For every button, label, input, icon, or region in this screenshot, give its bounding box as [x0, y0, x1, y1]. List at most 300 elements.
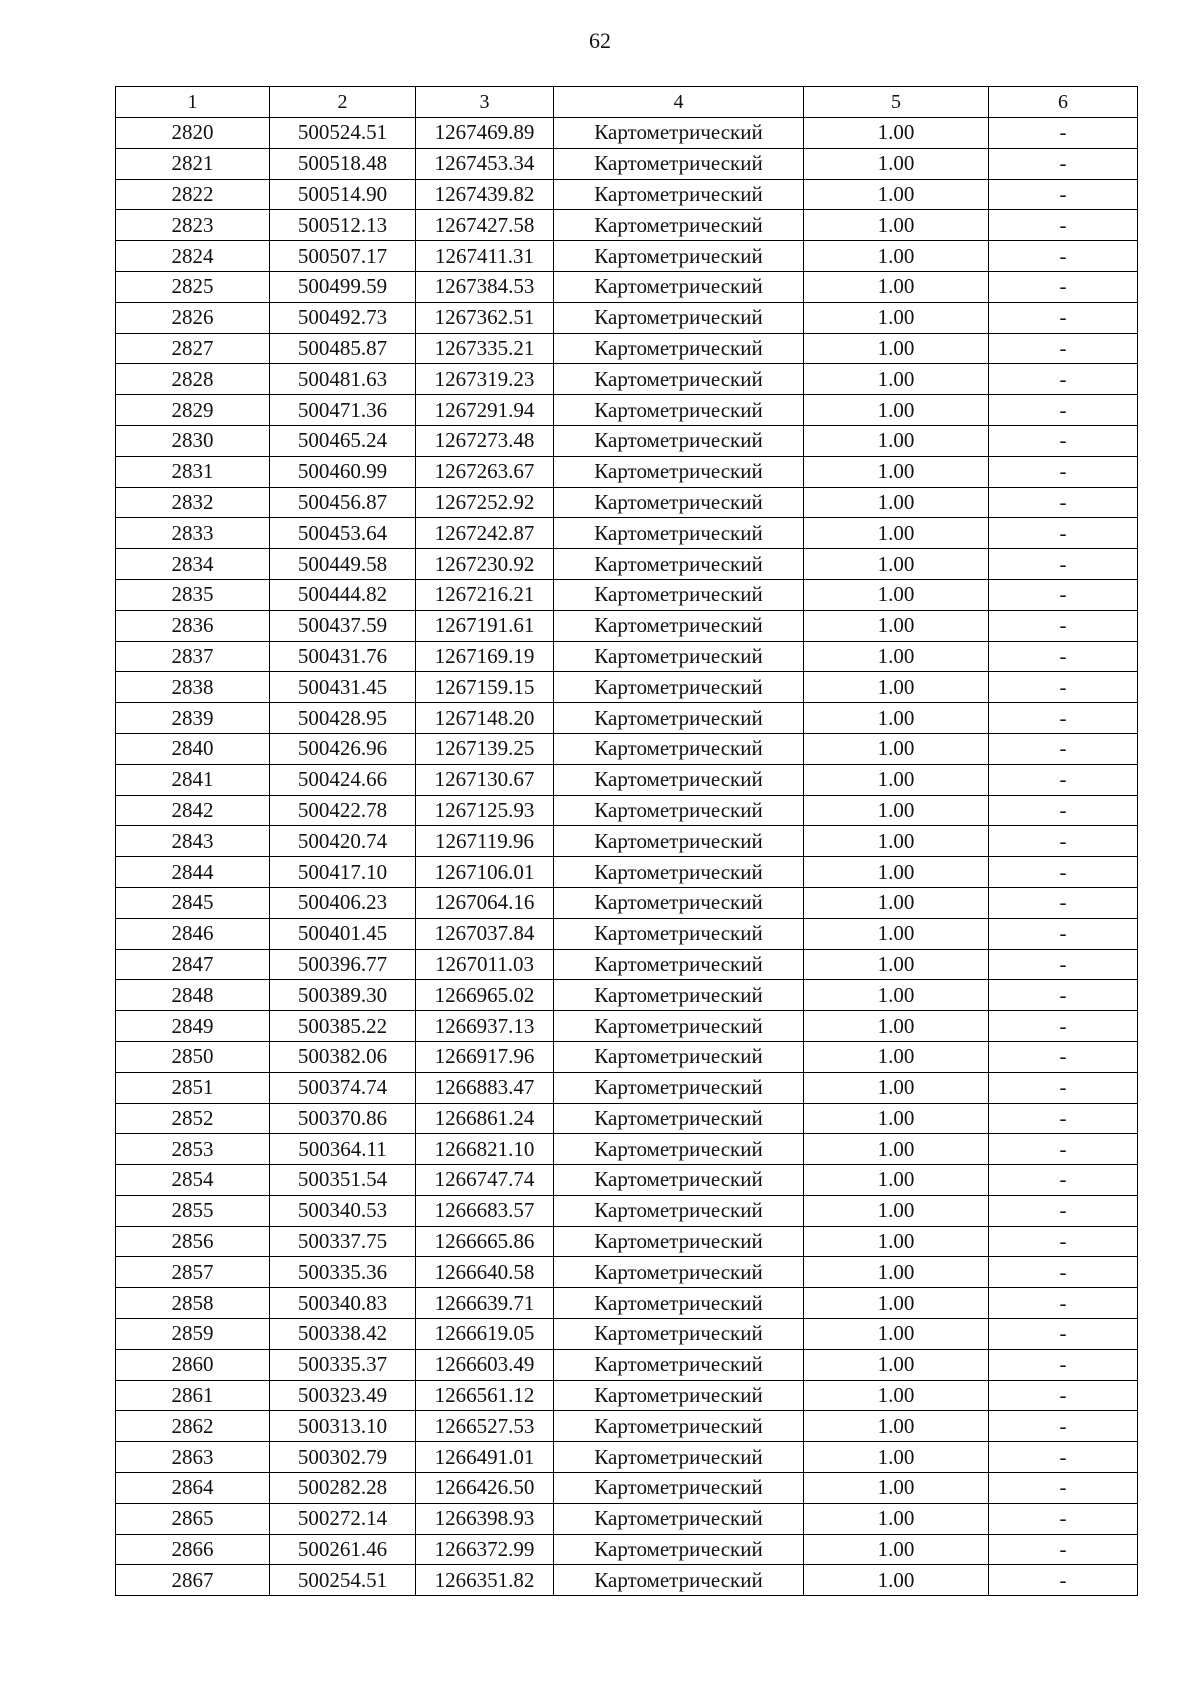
cell-method: Картометрический — [554, 1380, 804, 1411]
cell-method: Картометрический — [554, 764, 804, 795]
cell-method: Картометрический — [554, 826, 804, 857]
cell-point-number: 2840 — [116, 733, 270, 764]
cell-y-coordinate: 1267148.20 — [416, 703, 554, 734]
table-row — [116, 118, 1138, 149]
table-row — [116, 857, 1138, 888]
table-row — [116, 1226, 1138, 1257]
cell-x-coordinate: 500499.59 — [270, 271, 416, 302]
cell-note: - — [989, 672, 1138, 703]
cell-y-coordinate: 1267119.96 — [416, 826, 554, 857]
cell-method: Картометрический — [554, 518, 804, 549]
cell-point-number: 2854 — [116, 1165, 270, 1196]
cell-x-coordinate: 500426.96 — [270, 733, 416, 764]
table-row — [116, 1011, 1138, 1042]
cell-x-coordinate: 500406.23 — [270, 887, 416, 918]
cell-y-coordinate: 1267191.61 — [416, 610, 554, 641]
cell-note: - — [989, 1257, 1138, 1288]
table-row — [116, 518, 1138, 549]
cell-x-coordinate: 500272.14 — [270, 1503, 416, 1534]
cell-x-coordinate: 500456.87 — [270, 487, 416, 518]
cell-accuracy: 1.00 — [804, 1288, 989, 1319]
cell-method: Картометрический — [554, 1041, 804, 1072]
cell-y-coordinate: 1266937.13 — [416, 1011, 554, 1042]
cell-accuracy: 1.00 — [804, 1349, 989, 1380]
table-row — [116, 487, 1138, 518]
cell-note: - — [989, 918, 1138, 949]
cell-x-coordinate: 500471.36 — [270, 395, 416, 426]
cell-accuracy: 1.00 — [804, 1565, 989, 1596]
cell-accuracy: 1.00 — [804, 1380, 989, 1411]
cell-method: Картометрический — [554, 1134, 804, 1165]
cell-x-coordinate: 500382.06 — [270, 1041, 416, 1072]
cell-y-coordinate: 1266398.93 — [416, 1503, 554, 1534]
table-row — [116, 579, 1138, 610]
cell-note: - — [989, 241, 1138, 272]
cell-accuracy: 1.00 — [804, 1411, 989, 1442]
cell-accuracy: 1.00 — [804, 887, 989, 918]
cell-point-number: 2845 — [116, 887, 270, 918]
table-row — [116, 364, 1138, 395]
cell-accuracy: 1.00 — [804, 1503, 989, 1534]
cell-method: Картометрический — [554, 641, 804, 672]
cell-note: - — [989, 118, 1138, 149]
cell-x-coordinate: 500492.73 — [270, 302, 416, 333]
cell-point-number: 2831 — [116, 456, 270, 487]
table-header-row — [116, 87, 1138, 118]
cell-accuracy: 1.00 — [804, 333, 989, 364]
cell-point-number: 2834 — [116, 549, 270, 580]
cell-accuracy: 1.00 — [804, 1011, 989, 1042]
table-row — [116, 826, 1138, 857]
cell-method: Картометрический — [554, 857, 804, 888]
cell-method: Картометрический — [554, 1011, 804, 1042]
cell-note: - — [989, 271, 1138, 302]
table-row — [116, 980, 1138, 1011]
cell-y-coordinate: 1266883.47 — [416, 1072, 554, 1103]
cell-note: - — [989, 579, 1138, 610]
table-row — [116, 425, 1138, 456]
cell-y-coordinate: 1267106.01 — [416, 857, 554, 888]
column-header-5: 5 — [804, 87, 989, 118]
cell-y-coordinate: 1266640.58 — [416, 1257, 554, 1288]
table-row — [116, 179, 1138, 210]
cell-point-number: 2822 — [116, 179, 270, 210]
cell-x-coordinate: 500335.36 — [270, 1257, 416, 1288]
cell-accuracy: 1.00 — [804, 271, 989, 302]
cell-point-number: 2838 — [116, 672, 270, 703]
table-row — [116, 1257, 1138, 1288]
cell-point-number: 2858 — [116, 1288, 270, 1319]
cell-x-coordinate: 500351.54 — [270, 1165, 416, 1196]
cell-y-coordinate: 1267439.82 — [416, 179, 554, 210]
cell-note: - — [989, 425, 1138, 456]
cell-x-coordinate: 500437.59 — [270, 610, 416, 641]
cell-accuracy: 1.00 — [804, 518, 989, 549]
table-row — [116, 641, 1138, 672]
cell-accuracy: 1.00 — [804, 302, 989, 333]
table-row — [116, 1380, 1138, 1411]
cell-x-coordinate: 500431.76 — [270, 641, 416, 672]
cell-method: Картометрический — [554, 703, 804, 734]
cell-note: - — [989, 887, 1138, 918]
cell-accuracy: 1.00 — [804, 210, 989, 241]
cell-point-number: 2821 — [116, 148, 270, 179]
cell-point-number: 2829 — [116, 395, 270, 426]
cell-method: Картометрический — [554, 1257, 804, 1288]
table-row — [116, 1442, 1138, 1473]
cell-note: - — [989, 1288, 1138, 1319]
cell-note: - — [989, 1226, 1138, 1257]
cell-y-coordinate: 1266603.49 — [416, 1349, 554, 1380]
cell-note: - — [989, 733, 1138, 764]
cell-method: Картометрический — [554, 333, 804, 364]
cell-point-number: 2857 — [116, 1257, 270, 1288]
cell-accuracy: 1.00 — [804, 1473, 989, 1504]
table-row — [116, 795, 1138, 826]
cell-y-coordinate: 1267362.51 — [416, 302, 554, 333]
cell-point-number: 2865 — [116, 1503, 270, 1534]
cell-y-coordinate: 1267064.16 — [416, 887, 554, 918]
cell-note: - — [989, 302, 1138, 333]
cell-accuracy: 1.00 — [804, 395, 989, 426]
table-row — [116, 333, 1138, 364]
cell-accuracy: 1.00 — [804, 1319, 989, 1350]
cell-x-coordinate: 500337.75 — [270, 1226, 416, 1257]
table-row — [116, 703, 1138, 734]
cell-note: - — [989, 395, 1138, 426]
cell-accuracy: 1.00 — [804, 364, 989, 395]
cell-x-coordinate: 500431.45 — [270, 672, 416, 703]
cell-y-coordinate: 1267263.67 — [416, 456, 554, 487]
cell-y-coordinate: 1267291.94 — [416, 395, 554, 426]
cell-method: Картометрический — [554, 1288, 804, 1319]
cell-method: Картометрический — [554, 302, 804, 333]
table-row — [116, 210, 1138, 241]
cell-point-number: 2863 — [116, 1442, 270, 1473]
cell-x-coordinate: 500507.17 — [270, 241, 416, 272]
cell-note: - — [989, 1503, 1138, 1534]
cell-y-coordinate: 1266619.05 — [416, 1319, 554, 1350]
cell-method: Картометрический — [554, 425, 804, 456]
cell-x-coordinate: 500514.90 — [270, 179, 416, 210]
cell-y-coordinate: 1267252.92 — [416, 487, 554, 518]
cell-note: - — [989, 980, 1138, 1011]
table-row — [116, 610, 1138, 641]
cell-y-coordinate: 1266351.82 — [416, 1565, 554, 1596]
cell-accuracy: 1.00 — [804, 179, 989, 210]
cell-x-coordinate: 500313.10 — [270, 1411, 416, 1442]
cell-note: - — [989, 518, 1138, 549]
cell-y-coordinate: 1267384.53 — [416, 271, 554, 302]
cell-method: Картометрический — [554, 1473, 804, 1504]
table-row — [116, 1534, 1138, 1565]
cell-note: - — [989, 1380, 1138, 1411]
table-row — [116, 918, 1138, 949]
cell-method: Картометрический — [554, 918, 804, 949]
cell-method: Картометрический — [554, 1503, 804, 1534]
cell-method: Картометрический — [554, 1349, 804, 1380]
cell-y-coordinate: 1266372.99 — [416, 1534, 554, 1565]
table-row — [116, 1473, 1138, 1504]
cell-x-coordinate: 500428.95 — [270, 703, 416, 734]
cell-point-number: 2847 — [116, 949, 270, 980]
cell-method: Картометрический — [554, 733, 804, 764]
cell-x-coordinate: 500449.58 — [270, 549, 416, 580]
cell-x-coordinate: 500524.51 — [270, 118, 416, 149]
cell-point-number: 2836 — [116, 610, 270, 641]
cell-accuracy: 1.00 — [804, 764, 989, 795]
cell-point-number: 2824 — [116, 241, 270, 272]
cell-accuracy: 1.00 — [804, 918, 989, 949]
cell-point-number: 2850 — [116, 1041, 270, 1072]
cell-note: - — [989, 179, 1138, 210]
cell-y-coordinate: 1266917.96 — [416, 1041, 554, 1072]
cell-point-number: 2855 — [116, 1195, 270, 1226]
cell-point-number: 2826 — [116, 302, 270, 333]
cell-note: - — [989, 764, 1138, 795]
cell-x-coordinate: 500417.10 — [270, 857, 416, 888]
cell-note: - — [989, 1442, 1138, 1473]
table-row — [116, 302, 1138, 333]
cell-y-coordinate: 1267139.25 — [416, 733, 554, 764]
cell-note: - — [989, 1011, 1138, 1042]
cell-note: - — [989, 1534, 1138, 1565]
cell-point-number: 2820 — [116, 118, 270, 149]
cell-accuracy: 1.00 — [804, 425, 989, 456]
column-header-3: 3 — [416, 87, 554, 118]
cell-accuracy: 1.00 — [804, 610, 989, 641]
cell-accuracy: 1.00 — [804, 641, 989, 672]
cell-x-coordinate: 500340.53 — [270, 1195, 416, 1226]
cell-y-coordinate: 1267230.92 — [416, 549, 554, 580]
page-number: 62 — [589, 28, 611, 53]
cell-point-number: 2859 — [116, 1319, 270, 1350]
cell-note: - — [989, 549, 1138, 580]
cell-point-number: 2848 — [116, 980, 270, 1011]
cell-point-number: 2832 — [116, 487, 270, 518]
cell-point-number: 2835 — [116, 579, 270, 610]
cell-x-coordinate: 500282.28 — [270, 1473, 416, 1504]
cell-x-coordinate: 500420.74 — [270, 826, 416, 857]
cell-point-number: 2837 — [116, 641, 270, 672]
cell-x-coordinate: 500374.74 — [270, 1072, 416, 1103]
cell-note: - — [989, 210, 1138, 241]
cell-method: Картометрический — [554, 118, 804, 149]
cell-y-coordinate: 1266491.01 — [416, 1442, 554, 1473]
cell-method: Картометрический — [554, 795, 804, 826]
cell-note: - — [989, 641, 1138, 672]
cell-y-coordinate: 1266561.12 — [416, 1380, 554, 1411]
cell-point-number: 2860 — [116, 1349, 270, 1380]
cell-note: - — [989, 1041, 1138, 1072]
cell-y-coordinate: 1266665.86 — [416, 1226, 554, 1257]
cell-point-number: 2864 — [116, 1473, 270, 1504]
cell-accuracy: 1.00 — [804, 949, 989, 980]
cell-x-coordinate: 500323.49 — [270, 1380, 416, 1411]
cell-note: - — [989, 703, 1138, 734]
cell-accuracy: 1.00 — [804, 1257, 989, 1288]
cell-y-coordinate: 1267411.31 — [416, 241, 554, 272]
cell-accuracy: 1.00 — [804, 241, 989, 272]
table-row — [116, 887, 1138, 918]
cell-accuracy: 1.00 — [804, 733, 989, 764]
table-body — [116, 118, 1138, 1596]
cell-note: - — [989, 826, 1138, 857]
cell-accuracy: 1.00 — [804, 1442, 989, 1473]
cell-accuracy: 1.00 — [804, 857, 989, 888]
cell-point-number: 2851 — [116, 1072, 270, 1103]
cell-note: - — [989, 1134, 1138, 1165]
table-row — [116, 1134, 1138, 1165]
cell-note: - — [989, 1473, 1138, 1504]
cell-method: Картометрический — [554, 395, 804, 426]
cell-y-coordinate: 1267273.48 — [416, 425, 554, 456]
table-row — [116, 1411, 1138, 1442]
cell-accuracy: 1.00 — [804, 826, 989, 857]
cell-method: Картометрический — [554, 1442, 804, 1473]
cell-y-coordinate: 1267169.19 — [416, 641, 554, 672]
cell-point-number: 2856 — [116, 1226, 270, 1257]
cell-x-coordinate: 500370.86 — [270, 1103, 416, 1134]
cell-y-coordinate: 1266861.24 — [416, 1103, 554, 1134]
cell-method: Картометрический — [554, 1411, 804, 1442]
cell-note: - — [989, 1103, 1138, 1134]
cell-y-coordinate: 1266683.57 — [416, 1195, 554, 1226]
cell-note: - — [989, 795, 1138, 826]
cell-accuracy: 1.00 — [804, 579, 989, 610]
cell-note: - — [989, 487, 1138, 518]
cell-note: - — [989, 1072, 1138, 1103]
cell-accuracy: 1.00 — [804, 1072, 989, 1103]
table-row — [116, 1195, 1138, 1226]
cell-y-coordinate: 1266965.02 — [416, 980, 554, 1011]
cell-x-coordinate: 500389.30 — [270, 980, 416, 1011]
cell-y-coordinate: 1267453.34 — [416, 148, 554, 179]
cell-accuracy: 1.00 — [804, 118, 989, 149]
cell-note: - — [989, 949, 1138, 980]
cell-y-coordinate: 1267125.93 — [416, 795, 554, 826]
cell-point-number: 2830 — [116, 425, 270, 456]
cell-note: - — [989, 1411, 1138, 1442]
table-row — [116, 456, 1138, 487]
cell-method: Картометрический — [554, 610, 804, 641]
cell-x-coordinate: 500338.42 — [270, 1319, 416, 1350]
cell-note: - — [989, 364, 1138, 395]
cell-y-coordinate: 1267037.84 — [416, 918, 554, 949]
column-header-4: 4 — [554, 87, 804, 118]
cell-method: Картометрический — [554, 672, 804, 703]
cell-note: - — [989, 1195, 1138, 1226]
cell-note: - — [989, 857, 1138, 888]
cell-accuracy: 1.00 — [804, 1226, 989, 1257]
table-row — [116, 1072, 1138, 1103]
cell-point-number: 2827 — [116, 333, 270, 364]
cell-note: - — [989, 1349, 1138, 1380]
cell-x-coordinate: 500422.78 — [270, 795, 416, 826]
cell-method: Картометрический — [554, 1165, 804, 1196]
cell-point-number: 2823 — [116, 210, 270, 241]
cell-note: - — [989, 456, 1138, 487]
cell-note: - — [989, 610, 1138, 641]
cell-x-coordinate: 500254.51 — [270, 1565, 416, 1596]
table-row — [116, 949, 1138, 980]
cell-accuracy: 1.00 — [804, 487, 989, 518]
cell-y-coordinate: 1266821.10 — [416, 1134, 554, 1165]
cell-method: Картометрический — [554, 887, 804, 918]
cell-method: Картометрический — [554, 949, 804, 980]
cell-x-coordinate: 500302.79 — [270, 1442, 416, 1473]
cell-y-coordinate: 1267130.67 — [416, 764, 554, 795]
table-row — [116, 271, 1138, 302]
cell-y-coordinate: 1267469.89 — [416, 118, 554, 149]
cell-x-coordinate: 500424.66 — [270, 764, 416, 795]
table-row — [116, 1103, 1138, 1134]
column-header-2: 2 — [270, 87, 416, 118]
table-row — [116, 764, 1138, 795]
cell-accuracy: 1.00 — [804, 148, 989, 179]
cell-accuracy: 1.00 — [804, 672, 989, 703]
cell-accuracy: 1.00 — [804, 1134, 989, 1165]
cell-y-coordinate: 1267242.87 — [416, 518, 554, 549]
cell-method: Картометрический — [554, 210, 804, 241]
cell-x-coordinate: 500401.45 — [270, 918, 416, 949]
cell-x-coordinate: 500512.13 — [270, 210, 416, 241]
cell-point-number: 2841 — [116, 764, 270, 795]
cell-method: Картометрический — [554, 271, 804, 302]
cell-point-number: 2844 — [116, 857, 270, 888]
table-row — [116, 148, 1138, 179]
cell-x-coordinate: 500335.37 — [270, 1349, 416, 1380]
cell-x-coordinate: 500340.83 — [270, 1288, 416, 1319]
cell-y-coordinate: 1266639.71 — [416, 1288, 554, 1319]
cell-x-coordinate: 500453.64 — [270, 518, 416, 549]
cell-accuracy: 1.00 — [804, 1103, 989, 1134]
cell-x-coordinate: 500444.82 — [270, 579, 416, 610]
cell-x-coordinate: 500261.46 — [270, 1534, 416, 1565]
cell-accuracy: 1.00 — [804, 703, 989, 734]
cell-accuracy: 1.00 — [804, 1534, 989, 1565]
table-row — [116, 1288, 1138, 1319]
cell-x-coordinate: 500396.77 — [270, 949, 416, 980]
table-row — [116, 1349, 1138, 1380]
table-row — [116, 733, 1138, 764]
cell-accuracy: 1.00 — [804, 1195, 989, 1226]
cell-method: Картометрический — [554, 179, 804, 210]
table-row — [116, 549, 1138, 580]
cell-x-coordinate: 500481.63 — [270, 364, 416, 395]
table-row — [116, 672, 1138, 703]
cell-point-number: 2833 — [116, 518, 270, 549]
cell-point-number: 2853 — [116, 1134, 270, 1165]
cell-method: Картометрический — [554, 1195, 804, 1226]
column-header-6: 6 — [989, 87, 1138, 118]
coordinates-table — [115, 86, 1138, 1596]
cell-x-coordinate: 500465.24 — [270, 425, 416, 456]
column-header-1: 1 — [116, 87, 270, 118]
cell-method: Картометрический — [554, 1565, 804, 1596]
table-row — [116, 1503, 1138, 1534]
table-row — [116, 1165, 1138, 1196]
cell-point-number: 2839 — [116, 703, 270, 734]
cell-accuracy: 1.00 — [804, 1165, 989, 1196]
cell-y-coordinate: 1266426.50 — [416, 1473, 554, 1504]
cell-point-number: 2842 — [116, 795, 270, 826]
cell-accuracy: 1.00 — [804, 795, 989, 826]
cell-point-number: 2866 — [116, 1534, 270, 1565]
cell-point-number: 2849 — [116, 1011, 270, 1042]
cell-x-coordinate: 500364.11 — [270, 1134, 416, 1165]
cell-method: Картометрический — [554, 456, 804, 487]
